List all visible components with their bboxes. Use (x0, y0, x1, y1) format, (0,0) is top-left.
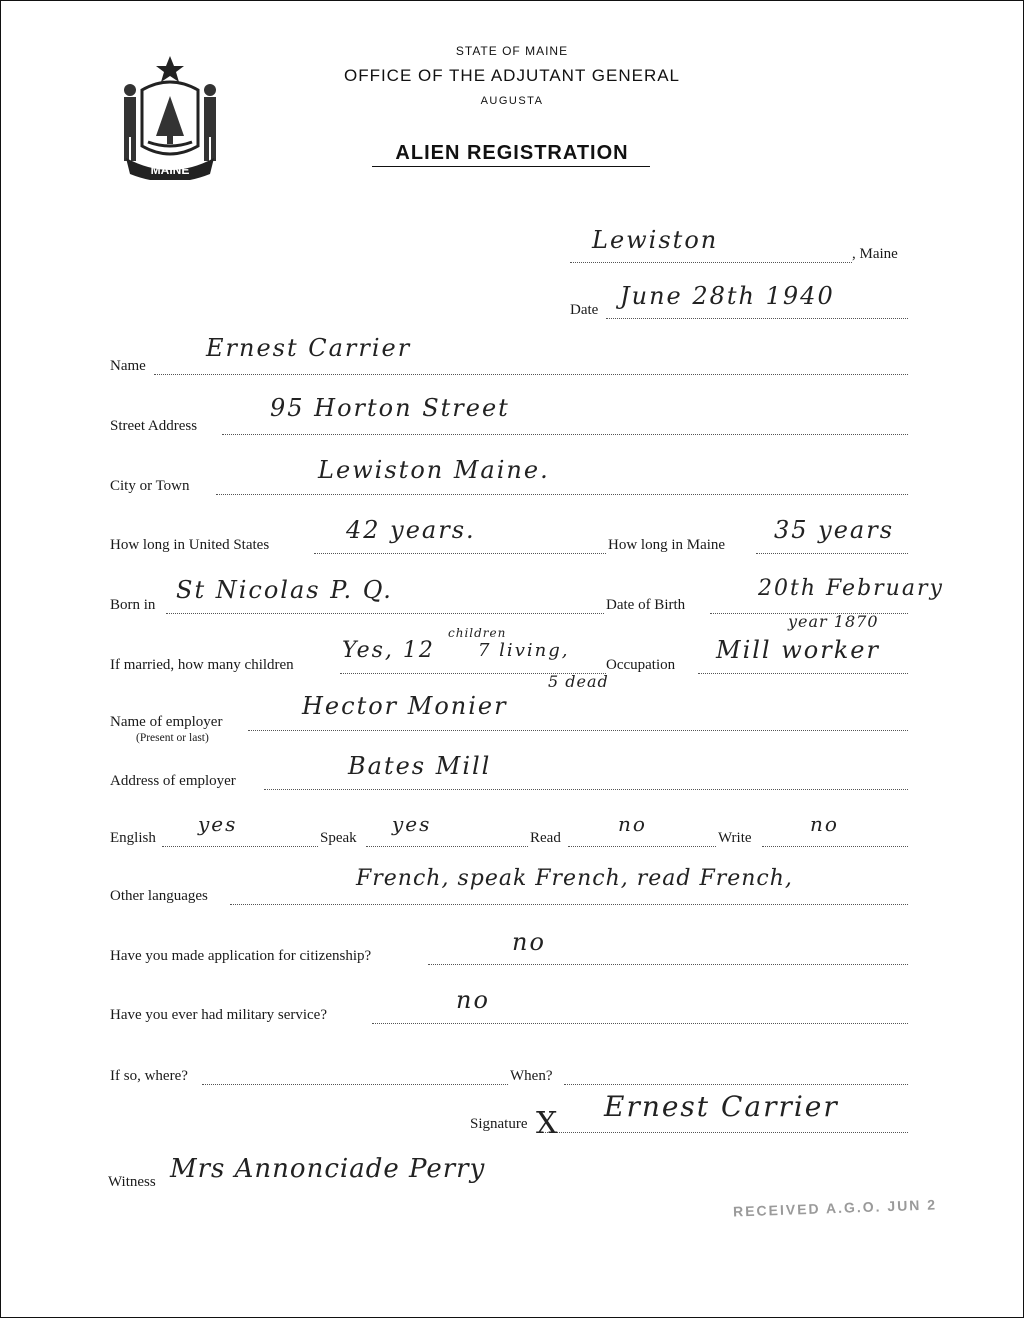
seal-banner-text: MAINE (150, 163, 190, 177)
employer-line (248, 730, 908, 731)
english-value: yes (198, 812, 238, 836)
employer-label: Name of employer (110, 714, 223, 730)
speak-label: Speak (320, 830, 357, 846)
signature-value: Ernest Carrier (604, 1090, 839, 1123)
employer-address-label: Address of employer (110, 773, 236, 789)
born-in-value: St Nicolas P. Q. (176, 576, 393, 604)
how-long-us-line (314, 553, 606, 554)
how-long-us-value: 42 years. (346, 516, 476, 544)
witness-value: Mrs Annonciade Perry (170, 1154, 486, 1184)
maine-label: , Maine (852, 246, 898, 262)
form-title: ALIEN REGISTRATION (395, 142, 629, 164)
married-label: If married, how many children (110, 657, 294, 673)
received-stamp: RECEIVED A.G.O. JUN 2 (732, 1196, 938, 1220)
occupation-label: Occupation (606, 657, 676, 673)
dob-value-line1: 20th February (758, 576, 944, 601)
header-city: AUGUSTA (480, 95, 544, 107)
dead-count: 5 dead (548, 672, 609, 691)
citizenship-value: no (512, 928, 546, 956)
employer-address-value: Bates Mill (348, 752, 492, 780)
born-in-label: Born in (110, 597, 156, 613)
speak-line (366, 846, 528, 847)
english-line (162, 846, 318, 847)
dob-label: Date of Birth (606, 597, 686, 613)
english-label: English (110, 830, 156, 846)
read-value: no (618, 812, 647, 836)
how-long-us-label: How long in United States (110, 537, 270, 553)
write-value: no (810, 812, 839, 836)
write-line (762, 846, 908, 847)
employer-sublabel: (Present or last) (136, 732, 209, 744)
header-state: STATE OF MAINE (455, 44, 569, 58)
occupation-line (698, 673, 908, 674)
how-long-maine-label: How long in Maine (608, 537, 726, 553)
citizenship-label: Have you made application for citizenship? (110, 948, 372, 964)
signature-line (540, 1132, 908, 1133)
signature-label: Signature (470, 1116, 528, 1132)
military-line (372, 1023, 908, 1024)
witness-label: Witness (108, 1174, 156, 1190)
military-value: no (456, 986, 490, 1014)
city-line (216, 494, 908, 495)
citizenship-line (428, 964, 908, 965)
born-in-line (166, 613, 604, 614)
title-underline (372, 166, 650, 167)
street-value: 95 Horton Street (270, 394, 510, 422)
employer-value: Hector Monier (302, 692, 508, 720)
street-label: Street Address (110, 418, 198, 434)
header-office: OFFICE OF THE ADJUTANT GENERAL (343, 66, 681, 85)
read-line (568, 846, 716, 847)
married-value: Yes, 12 (342, 638, 435, 663)
date-line (606, 318, 908, 319)
speak-value: yes (392, 812, 432, 836)
military-label: Have you ever had military service? (110, 1007, 327, 1023)
when-line (564, 1084, 908, 1085)
when-label: When? (510, 1068, 553, 1084)
how-long-maine-line (756, 553, 908, 554)
write-label: Write (718, 830, 752, 846)
living-count: 7 living, (478, 640, 570, 661)
other-languages-line (230, 904, 908, 905)
town-line (570, 262, 852, 263)
name-line (154, 374, 908, 375)
if-so-where-label: If so, where? (110, 1068, 188, 1084)
city-label: City or Town (110, 478, 190, 494)
other-languages-value: French, speak French, read French, (356, 866, 793, 891)
occupation-value: Mill worker (716, 636, 880, 664)
name-value: Ernest Carrier (206, 334, 412, 362)
children-note: children (448, 626, 507, 640)
date-value: June 28th 1940 (620, 282, 835, 310)
signature-mark: X (536, 1106, 560, 1141)
dob-value-line2: year 1870 (788, 612, 879, 631)
date-label: Date (570, 302, 599, 318)
city-value: Lewiston Maine. (318, 456, 550, 484)
if-so-where-line (202, 1084, 508, 1085)
town-value: Lewiston (592, 226, 719, 254)
read-label: Read (530, 830, 561, 846)
how-long-maine-value: 35 years (774, 516, 895, 544)
name-label: Name (110, 358, 146, 374)
street-line (222, 434, 908, 435)
employer-address-line (264, 789, 908, 790)
other-languages-label: Other languages (110, 888, 208, 904)
